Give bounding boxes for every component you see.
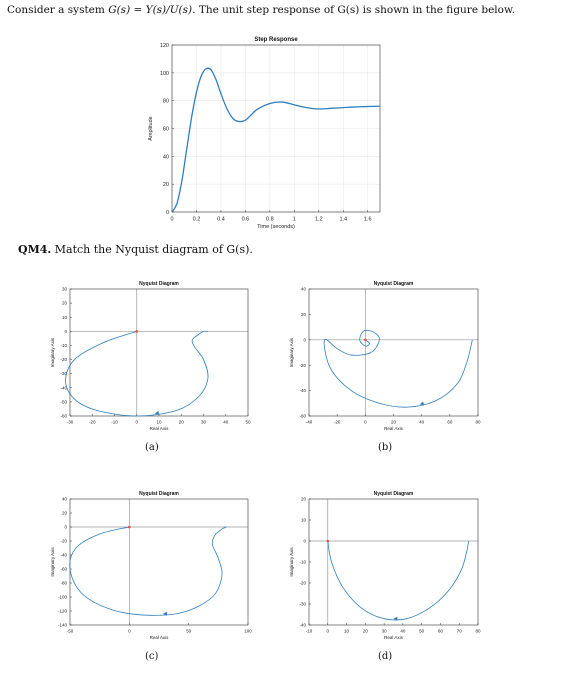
chart-title: Nyquist Diagram [139, 491, 179, 497]
label-c: (c) [145, 651, 159, 662]
y-tick-label: -40 [60, 552, 67, 558]
y-tick-label: 20 [61, 510, 67, 516]
x-tick-label: 0.6 [241, 216, 250, 223]
x-tick-label: 60 [447, 419, 453, 425]
y-tick-label: 0 [64, 524, 67, 530]
x-tick-label: 80 [475, 419, 481, 425]
x-tick-label: -20 [88, 419, 96, 425]
x-axis-label: Real Axis [384, 426, 403, 431]
y-tick-label: -120 [57, 608, 67, 614]
x-tick-label: 0.2 [192, 216, 201, 223]
x-axis-label: Real Axis [149, 426, 169, 431]
x-tick-label: 80 [475, 628, 481, 634]
y-tick-label: -30 [299, 601, 306, 607]
x-tick-label: 0 [364, 419, 367, 425]
intro-formula: G(s) = Y(s)/U(s) [108, 4, 193, 16]
x-tick-label: 50 [186, 628, 192, 634]
y-tick-label: -80 [60, 580, 67, 586]
chart-title: Nyquist Diagram [373, 491, 414, 497]
y-tick-label: -40 [60, 385, 67, 391]
x-tick-label: -50 [66, 628, 74, 634]
x-tick-label: 30 [381, 628, 387, 634]
x-tick-label: 0 [170, 216, 174, 223]
y-tick-label: -30 [60, 371, 67, 377]
x-tick-label: 0 [128, 628, 131, 634]
intro-suffix: . The unit step response of G(s) is shown in the figure below. [192, 4, 516, 16]
y-tick-label: 20 [61, 300, 67, 306]
x-tick-label: 10 [156, 419, 162, 425]
x-tick-label: 60 [437, 628, 443, 634]
x-tick-label: 70 [456, 628, 462, 634]
x-tick-label: 40 [400, 628, 406, 634]
chart-title: Step Response [254, 37, 298, 43]
x-tick-label: 10 [344, 628, 350, 634]
y-tick-label: -100 [57, 594, 67, 600]
question-text: Match the Nyquist diagram of G(s). [54, 243, 253, 256]
y-tick-label: 10 [61, 314, 67, 320]
chart-title: Nyquist Diagram [139, 281, 179, 287]
x-tick-label: 1.6 [363, 216, 372, 223]
y-tick-label: -40 [299, 622, 306, 628]
y-tick-label: -140 [57, 622, 67, 628]
y-tick-label: 20 [162, 182, 169, 189]
y-tick-label: 40 [162, 154, 169, 161]
y-tick-label: 0 [303, 337, 306, 343]
y-axis-label: Amplitude [148, 116, 155, 141]
x-tick-label: 50 [245, 419, 251, 425]
y-tick-label: 40 [61, 496, 67, 502]
plot-area [309, 499, 478, 625]
y-tick-label: -20 [299, 362, 306, 368]
x-tick-label: 0.8 [266, 216, 274, 223]
y-tick-label: 20 [300, 496, 306, 502]
y-tick-label: 40 [300, 286, 306, 292]
x-tick-label: 0.4 [217, 216, 225, 223]
x-tick-label: 50 [419, 628, 425, 634]
x-tick-label: 0 [326, 628, 330, 634]
y-tick-label: -50 [60, 399, 67, 405]
y-axis-label: Imaginary Axis [288, 547, 294, 577]
y-tick-label: 0 [165, 209, 169, 216]
x-tick-label: -30 [66, 419, 74, 425]
y-tick-label: -60 [60, 566, 67, 572]
x-axis-label: Real Axis [149, 635, 169, 640]
y-tick-label: 0 [303, 538, 306, 544]
y-axis-label: Imaginary Axis [288, 337, 294, 368]
chart-title: Nyquist Diagram [373, 281, 414, 287]
y-tick-label: -60 [299, 413, 306, 419]
origin-marker [326, 540, 329, 543]
y-tick-label: 80 [162, 98, 169, 105]
y-tick-label: 100 [159, 70, 169, 77]
x-tick-label: 0 [135, 419, 139, 425]
question-label: QM4. [18, 243, 52, 256]
y-tick-label: -10 [299, 559, 306, 565]
y-tick-label: 30 [61, 286, 67, 292]
x-tick-label: 1.2 [314, 216, 323, 223]
y-tick-label: -60 [60, 413, 67, 419]
y-tick-label: 0 [64, 328, 67, 334]
y-tick-label: 120 [159, 42, 169, 49]
y-tick-label: 20 [300, 311, 306, 317]
x-tick-label: -10 [305, 628, 313, 634]
x-tick-label: 40 [419, 419, 425, 425]
y-tick-label: 10 [300, 517, 306, 523]
x-tick-label: 1.4 [339, 216, 348, 223]
y-tick-label: -20 [299, 580, 306, 586]
y-tick-label: 60 [162, 126, 169, 133]
x-tick-label: 20 [390, 419, 397, 425]
y-axis-label: Imaginary Axis [49, 547, 55, 577]
y-tick-label: -20 [60, 538, 67, 544]
y-tick-label: -20 [60, 357, 67, 363]
label-d: (d) [378, 651, 393, 662]
label-b: (b) [378, 442, 393, 453]
x-tick-label: -40 [305, 419, 313, 425]
x-tick-label: 20 [178, 419, 184, 425]
intro-prefix: Consider a system [7, 4, 105, 16]
y-tick-label: -10 [60, 343, 67, 349]
y-axis-label: Imaginary Axis [49, 337, 55, 368]
x-axis-label: Real Axis [384, 635, 403, 640]
x-tick-label: 100 [244, 628, 252, 634]
x-tick-label: 30 [200, 419, 207, 425]
x-tick-label: 40 [223, 419, 229, 425]
x-axis-label: Time (seconds) [257, 224, 295, 230]
x-tick-label: -20 [333, 419, 341, 425]
x-tick-label: -10 [111, 419, 118, 425]
label-a: (a) [145, 442, 159, 453]
x-tick-label: 20 [362, 628, 368, 634]
y-tick-label: -40 [299, 388, 306, 394]
x-tick-label: 1 [292, 216, 296, 223]
